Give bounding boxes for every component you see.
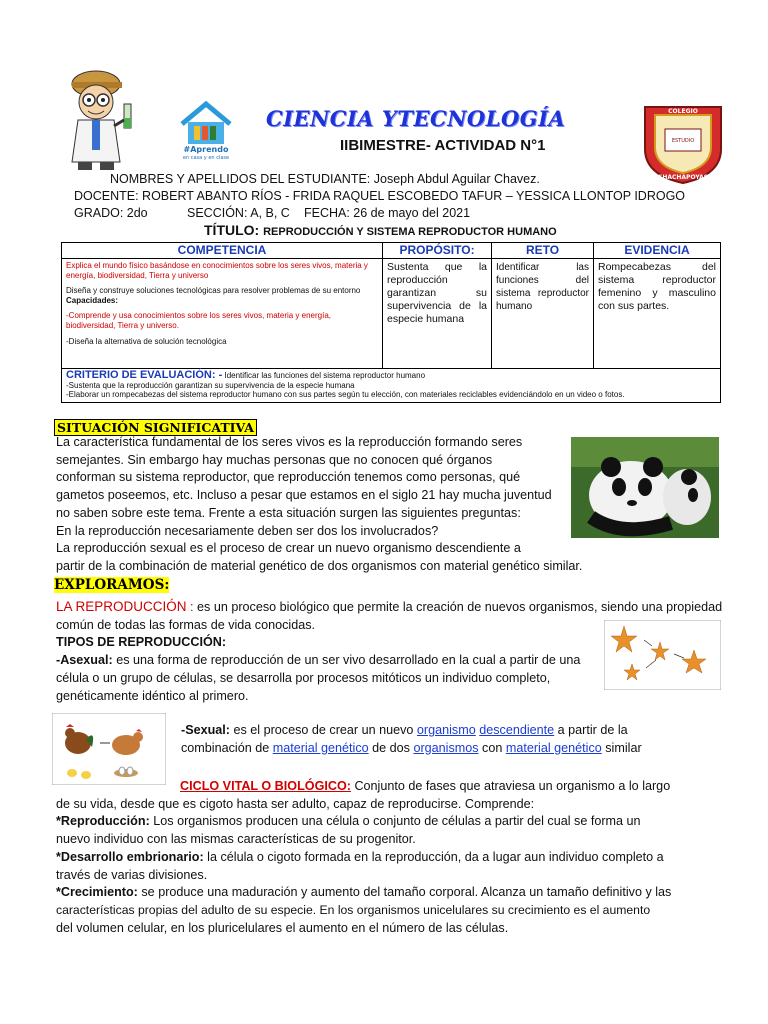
link-material-genetico[interactable]: material genético xyxy=(272,740,369,755)
header-proposito: PROPÓSITO: xyxy=(383,243,492,259)
ciclo-vital-section: CICLO VITAL O BIOLÓGICO: Conjunto de fases que atraviesa un organismo a lo largo de su vida, desde que es cigoto hasta ser adulto, capaz de reproducirse. Comprende: *Reproducción: Los organismos producen una célula o conjunto de células a partir del cual se forma un nuevo individuo con las mismas características de su progenitor. *Desarrollo embrionario: la célula o cigoto formada en la reproducción, da a lugar aun individuo completo a través de varias divisiones. *Crecimiento: se produce una maduración y aumento del tamaño corporal. Alcanza un tamaño definitivo y las características propias del adulto de su especie. En los organismos unicelulares su crecimiento es el aumento del volumen celular, en los pluricelulares el aumento en el número de las células. xyxy=(56,779,672,935)
tipos-heading: TIPOS DE REPRODUCCIÓN: xyxy=(56,635,227,650)
svg-text:COLEGIO: COLEGIO xyxy=(668,108,698,115)
situacion-text: La característica fundamental de los seres vivos es la reproducción formando seres semejantes. Sin embargo hay muchas personas que no conocen qué órganos conforman su sistema reproductor, que reproducción tenemos como personas, qué gametos poseemos, etc. Incluso a pesar que estamos en el siglo 21 hay mucha juventud no saben sobre este tema. Frente a esta situación surgen las siguientes preguntas: En la reproducción necesariamente deben ser dos los involucrados? La reproducción sexual es el proceso de crear un nuevo organismo descendiente a partir de la combinación de material genético de dos organismos con material genético similar. xyxy=(56,435,583,573)
student-name: NOMBRES Y APELLIDOS DEL ESTUDIANTE: Joseph Abdul Aguilar Chavez. xyxy=(110,172,540,186)
teachers: DOCENTE: ROBERT ABANTO RÍOS - FRIDA RAQUEL ESCOBEDO TAFUR – YESSICA LLONTOP IDROGO xyxy=(74,189,686,203)
ciclo-vital-label: CICLO VITAL O BIOLÓGICO: xyxy=(180,779,351,793)
lesson-title: TÍTULO: REPRODUCCIÓN Y SISTEMA REPRODUCTOR HUMANO xyxy=(204,222,557,238)
page-subtitle: IIBIMESTRE- ACTIVIDAD N°1 xyxy=(340,137,546,154)
evidencia-cell: Rompecabezas del sistema reproductor femenino y masculino con sus partes. xyxy=(594,259,721,369)
svg-text:en casa y en clase: en casa y en clase xyxy=(182,155,230,161)
criterio-label: CRITERIO DE EVALUACIÓN: - xyxy=(66,369,223,381)
panda-photo xyxy=(571,437,719,538)
section: SECCIÓN: A, B, C xyxy=(187,206,290,220)
criterio-cell xyxy=(62,369,721,403)
competencia-1: Explica el mundo físico basándose en conocimientos sobre los seres vivos, materia y energía, biodiversidad, Tierra y universo xyxy=(66,261,368,280)
header-competencia: COMPETENCIA xyxy=(62,243,383,259)
criterio-row xyxy=(62,369,721,403)
starfish-regeneration-diagram xyxy=(604,620,721,690)
svg-text:CHACHAPOYAS: CHACHAPOYAS xyxy=(657,174,709,181)
criterio-1: Identificar las funciones del sistema reproductor humano xyxy=(222,371,426,380)
hen-life-cycle-image xyxy=(52,713,166,785)
header-reto: RETO xyxy=(492,243,594,259)
capacidad-2: -Diseña la alternativa de solución tecnológica xyxy=(66,337,227,346)
proposito-cell: Sustenta que la reproducción garantizan su supervivencia de la especie humana xyxy=(383,259,492,369)
competencia-cell xyxy=(62,259,383,369)
aprendo-en-casa-logo xyxy=(176,98,236,162)
sexual-definition: -Sexual: es el proceso de crear un nuevo organismo descendiente a partir de la combinación de material genético de dos organismos con material genético similar xyxy=(181,723,642,755)
grade: GRADO: 2do xyxy=(74,206,148,220)
lesson-title-text: REPRODUCCIÓN Y SISTEMA REPRODUCTOR HUMANO xyxy=(263,226,557,238)
reproduccion-definition: LA REPRODUCCIÓN : es un proceso biológico que permite la creación de nuevos organismos, siendo una propiedad común de todas las formas de vida conocidas. TIPOS DE REPRODUCCIÓN: -Asexual: es una forma de reproducción de un ser vivo desarrollado en la cual a partir de una célula o un grupo de células, se desarrolla por procesos mitóticos un individuo completo, genéticamente idéntico al primero. xyxy=(56,598,736,705)
reto-cell: Identificar las funciones del sistema reproductor humano xyxy=(492,259,594,369)
situacion-heading: SITUACIÓN SIGNIFICATIVA xyxy=(54,419,257,437)
competency-table xyxy=(61,242,721,403)
header-evidencia: EVIDENCIA xyxy=(594,243,721,259)
scientist-mascot-image xyxy=(58,62,148,174)
link-organismo[interactable]: organismo xyxy=(416,723,476,737)
capacidades-label: Capacidades: xyxy=(66,296,119,305)
capacidad-1: -Comprende y usa conocimientos sobre los seres vivos, materia y energía, biodiversidad, Tierra y universo. xyxy=(66,311,332,330)
school-crest-logo xyxy=(637,99,729,185)
page-title: CIENCIA YTECNOLOGÍA xyxy=(266,106,566,131)
link-material-genetico-2[interactable]: material genético xyxy=(505,740,602,755)
table-header-row xyxy=(62,243,721,259)
table-row xyxy=(62,259,721,369)
link-organismos[interactable]: organismos xyxy=(413,740,479,755)
criterio-2: -Sustenta que la reproducción garantizan su supervivencia de la especie humana xyxy=(66,380,355,390)
svg-text:ESTUDIO: ESTUDIO xyxy=(671,138,695,144)
exploramos-heading: EXPLORAMOS: xyxy=(54,577,170,593)
logo-text: #Aprendo xyxy=(183,145,229,154)
competencia-2: Diseña y construye soluciones tecnológicas para resolver problemas de su entorno xyxy=(66,286,361,295)
criterio-3: -Elaborar un rompecabezas del sistema reproductor humano con sus partes según tu elección, con materiales reciclables evidenciándolo en un video o fotos. xyxy=(66,390,625,399)
link-descendiente[interactable]: descendiente xyxy=(479,723,555,737)
reproduccion-label: LA REPRODUCCIÓN xyxy=(56,599,187,614)
date: FECHA: 26 de mayo del 2021 xyxy=(304,206,471,220)
